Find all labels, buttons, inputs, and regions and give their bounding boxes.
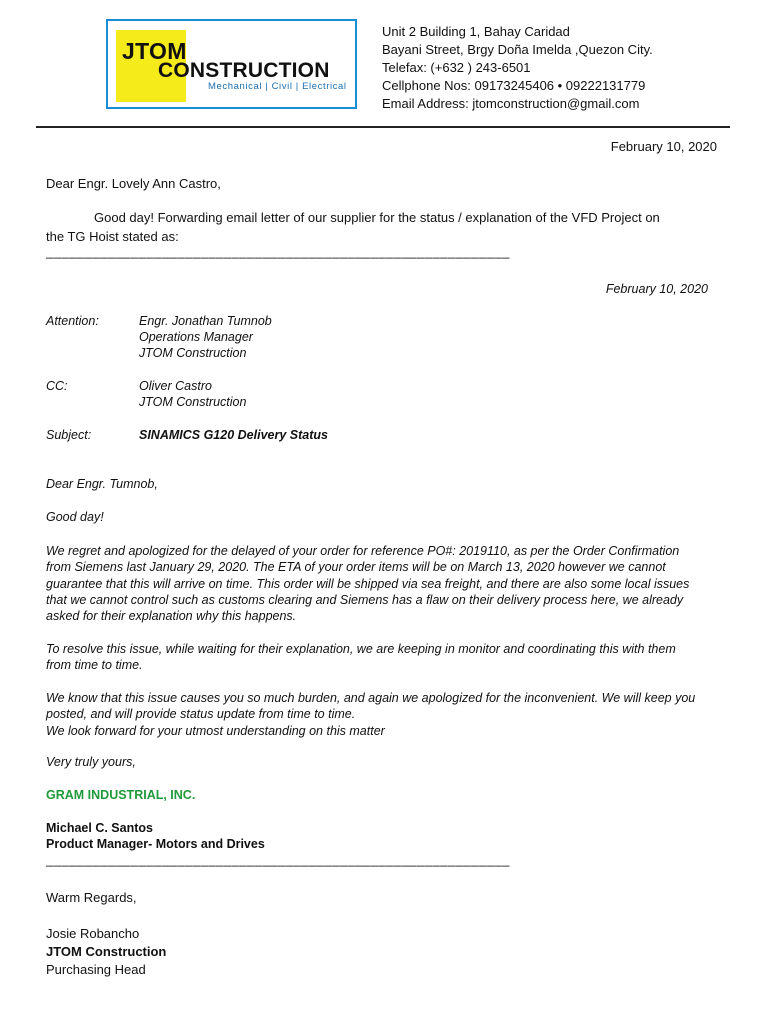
attention-company: JTOM Construction [139,346,247,360]
sender-name: Josie Robancho [46,926,140,941]
sender-company: JTOM Construction [46,944,167,959]
address-line-1: Unit 2 Building 1, Bahay Caridad [382,24,570,39]
address-cellphone: Cellphone Nos: 09173245406 • 09222131779 [382,78,646,93]
paragraph-2 [46,641,676,674]
letterhead-divider [36,126,730,128]
logo-word-construction: CONSTRUCTION [158,59,330,82]
paragraph-2-line: from time to time. [46,658,143,673]
logo-word-jtom: JTOM [122,38,187,64]
attention-name: Engr. Jonathan Tumnob [139,314,272,328]
letter-salutation: Dear Engr. Lovely Ann Castro, [46,176,221,191]
signer-title: Product Manager- Motors and Drives [46,837,265,851]
paragraph-2-line: To resolve this issue, while waiting for their explanation, we are keeping in monitor and coordinating this with them [46,642,676,656]
forwarded-date: February 10, 2020 [605,282,708,296]
paragraph-3-line: We look forward for your utmost understanding on this matter [46,723,385,738]
paragraph-1-line: guarantee that this will arrive on time. This order will be shipped via sea freight, and there are also some local issues [46,576,690,591]
letter-date: February 10, 2020 [610,139,717,154]
signer-name: Michael C. Santos [46,821,153,835]
letter-intro-line-1: Good day! Forwarding email letter of our supplier for the status / explanation of the VFD Project on [94,210,660,225]
paragraph-1-line: We regret and apologized for the delayed of your order for reference PO#: 2019110, as per the Order Confirmation [46,544,680,558]
attention-position: Operations Manager [139,330,253,344]
address-line-2: Bayani Street, Brgy Doña Imelda ,Quezon City. [382,42,653,57]
separator-top: ____________________________________________________________ [46,244,510,259]
paragraph-1 [46,543,689,624]
letter-intro-line-2: the TG Hoist stated as: [46,229,179,244]
logo-tagline: Mechanical | Civil | Electrical [208,81,347,92]
attention-label: Attention: [46,314,99,328]
paragraph-1-line: from Siemens last January 29, 2020. The ETA of your order items will be on March 13, 2020 however we cannot [46,560,666,575]
cc-name: Oliver Castro [139,379,212,393]
cc-label: CC: [46,379,68,393]
subject-value: SINAMICS G120 Delivery Status [139,428,328,442]
subject-label: Subject: [46,428,92,442]
paragraph-1-line: asked for their explanation why this happens. [46,609,297,624]
cc-company: JTOM Construction [139,395,247,409]
sender-title: Purchasing Head [46,962,146,977]
paragraph-3-line: We know that this issue causes you so much burden, and again we apologized for the inconvenient. We will keep you [46,691,696,705]
closing: Very truly yours, [46,755,136,769]
supplier-company: GRAM INDUSTRIAL, INC. [46,788,196,802]
paragraph-1-line: that we cannot control such as customs clearing and Siemens has a flaw on their delivery process here, we already [46,592,684,607]
forwarded-greeting: Dear Engr. Tumnob, [46,477,158,491]
forwarded-good-day: Good day! [46,510,104,524]
paragraph-3-line: posted, and will provide status update from time to time. [46,707,356,722]
address-email: Email Address: jtomconstruction@gmail.com [382,96,640,111]
paragraph-3 [46,690,695,739]
company-logo [106,19,357,109]
warm-regards: Warm Regards, [46,890,137,905]
address-telefax: Telefax: (+632 ) 243-6501 [382,60,531,75]
separator-bottom: ____________________________________________________________ [46,852,510,867]
